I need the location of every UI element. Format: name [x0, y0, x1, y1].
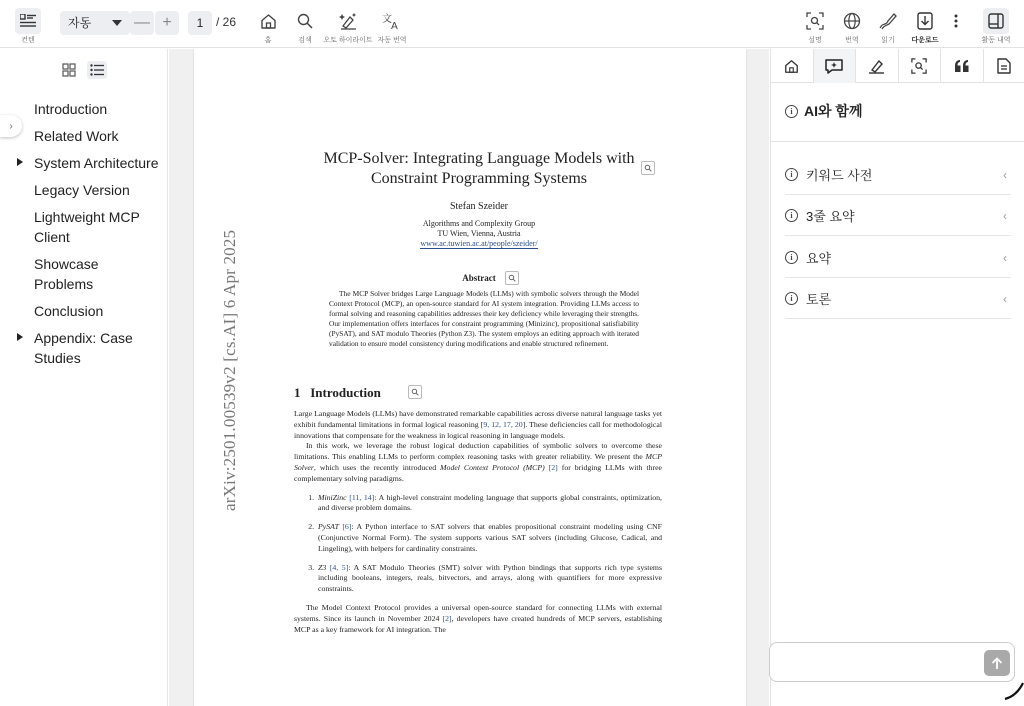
abstract-scan-button[interactable] — [505, 271, 519, 285]
translate-label: 번역 — [845, 37, 859, 44]
list-item: 3. Z3 [4, 5]: A SAT Modulo Theories (SMT) solver with Python bindings that supports rich type systems including booleans, integers, reals, bitvectors, and arrays, along with quantifiers for more expressive constraints. — [316, 563, 662, 595]
zoom-select[interactable] — [60, 11, 130, 35]
paper-title-line-1: MCP-Solver: Integrating Language Models with — [323, 150, 635, 167]
tab-quotes[interactable] — [941, 49, 984, 83]
citation-link[interactable]: [11, 14] — [349, 492, 375, 502]
toc-item-label: Legacy Version — [34, 182, 130, 198]
tab-explain[interactable] — [899, 49, 942, 83]
autotranslate-label: 자동 번역 — [377, 37, 407, 44]
autohighlight-button[interactable] — [322, 0, 374, 45]
list-item: 2. PySAT [6]: A Python interface to SAT solvers that enables propositional constraint modeling using CNF (Conjunctive Normal Form). The system supports various SAT solvers (including Glucose, Cadical, and Lingeling), with helpers for cardinality constraints. — [316, 522, 662, 554]
citation-link[interactable]: 9, 12, 17, 20 — [483, 419, 523, 429]
home-label: 홈 — [264, 37, 272, 44]
resize-handle-icon[interactable] — [1001, 677, 1024, 701]
panel-layout-icon — [983, 8, 1009, 34]
info-icon: i — [785, 168, 798, 181]
toc-item-label: System Architecture — [34, 155, 159, 171]
expand-triangle-icon[interactable] — [17, 158, 23, 166]
info-icon: i — [785, 105, 798, 118]
grid-icon — [62, 63, 76, 77]
paper-title — [314, 149, 644, 189]
toc-item[interactable] — [34, 301, 160, 321]
toc-item-label: Related Work — [34, 128, 119, 144]
scan-search-icon — [643, 163, 653, 173]
svg-text:文: 文 — [382, 14, 392, 25]
ai-feature-label: 키워드 사전 — [806, 167, 873, 183]
download-button[interactable] — [909, 0, 941, 45]
quote-icon — [954, 59, 970, 73]
sidebar-collapse-button[interactable] — [0, 115, 22, 137]
chevron-left-icon: ‹ — [1003, 209, 1007, 223]
tab-home[interactable] — [771, 49, 814, 83]
tab-ai-chat[interactable] — [814, 49, 857, 83]
divider — [771, 141, 1024, 142]
highlighter-sparkle-icon — [337, 10, 359, 32]
citation-link[interactable]: [4, 5] — [329, 562, 349, 572]
pdf-page — [194, 49, 746, 706]
toc-item[interactable] — [34, 254, 160, 294]
solver-list — [316, 493, 662, 595]
affiliation-group: Algorithms and Complexity Group — [422, 219, 536, 228]
globe-icon — [841, 10, 863, 32]
ai-feature-item[interactable] — [785, 237, 1011, 278]
citation-link[interactable]: [2] — [548, 462, 558, 472]
top-toolbar — [0, 0, 1024, 48]
citation-link[interactable]: [2] — [442, 613, 452, 623]
toc-item-label: Lightweight MCP Client — [34, 209, 140, 245]
more-options-button[interactable] — [947, 0, 965, 32]
zoom-value: 자동 — [68, 16, 92, 30]
info-icon: i — [785, 292, 798, 305]
chat-sparkle-icon — [825, 58, 843, 74]
pen-scribble-icon — [877, 10, 899, 32]
read-button[interactable] — [876, 0, 900, 45]
toc-item[interactable] — [34, 328, 160, 368]
home-button[interactable] — [256, 0, 280, 45]
send-button[interactable] — [984, 650, 1010, 676]
toc-toggle-button[interactable] — [14, 0, 42, 45]
toc-list-icon — [15, 8, 41, 34]
chevron-right-icon: › — [9, 120, 13, 132]
section-number: 1 — [294, 385, 301, 400]
arxiv-stamp: arXiv:2501.00539v2 [cs.AI] 6 Apr 2025 — [220, 229, 239, 511]
search-button[interactable] — [293, 0, 317, 45]
outline-view-button[interactable] — [87, 61, 107, 79]
more-vertical-icon — [945, 10, 967, 32]
toc-item[interactable] — [34, 153, 160, 173]
ai-feature-label: 요약 — [806, 250, 832, 266]
document-icon — [997, 58, 1011, 74]
download-icon — [914, 10, 936, 32]
toc-item-label: Introduction — [34, 101, 108, 117]
section-scan-button[interactable] — [408, 385, 422, 399]
toc-item[interactable] — [34, 99, 160, 119]
toc-sidebar — [0, 49, 168, 706]
affiliation-url-link[interactable]: www.ac.tuwien.ac.at/people/szeider/ — [420, 239, 538, 248]
scan-search-icon — [507, 273, 517, 283]
translate-icon — [381, 10, 403, 32]
page-total: / 26 — [216, 15, 237, 29]
toc-item-label: Conclusion — [34, 303, 104, 319]
ai-feature-label: 토론 — [806, 291, 832, 307]
chevron-down-icon — [112, 20, 122, 26]
explain-button[interactable] — [803, 0, 827, 45]
toc-item[interactable] — [34, 180, 160, 200]
ai-panel-title: AI와 함께 — [804, 103, 863, 119]
tab-notes[interactable] — [984, 49, 1024, 83]
translate-button[interactable] — [840, 0, 864, 45]
info-icon: i — [785, 251, 798, 264]
abstract-body: The MCP Solver bridges Large Language Models (LLMs) with symbolic solvers through the Model Context Protocol (MCP), an open-source standard for AI system integration. Providing LLMs access to formal solving and reasoning capabilities addresses their key deficiency while leveraging their strengths. Our implementation offers interfaces for constraint programming (Minizinc), propositional satisfiability (PySAT), and SAT modulo Theories (Python Z3). The system employs an editing approach with iterated validation to ensure model consistency during modifications and enable structured refinement. — [329, 289, 639, 348]
scan-search-icon — [911, 58, 927, 74]
ai-feature-label: 3줄 요약 — [806, 208, 855, 224]
highlighter-icon — [868, 59, 885, 74]
read-label: 읽기 — [881, 37, 895, 44]
toc-item[interactable] — [34, 207, 160, 247]
home-icon — [784, 59, 799, 74]
paper-body — [294, 409, 662, 635]
ai-feature-item[interactable] — [785, 278, 1011, 319]
affiliation-place: TU Wien, Vienna, Austria — [437, 229, 521, 238]
chevron-left-icon: ‹ — [1003, 292, 1007, 306]
autotranslate-button[interactable] — [374, 0, 410, 45]
ai-side-panel — [770, 49, 1024, 706]
tab-highlight[interactable] — [856, 49, 899, 83]
plus-icon: + — [162, 14, 172, 31]
paragraph-2: In this work, we leverage the robust logical deduction capabilities of symbolic solvers to overcome these limitations. This enabling LLMs to perform complex reasoning tasks with greater reliability. We present the MCP Solver, which uses the recently introduced Model Context Protocol (MCP) [2] for bridging LLMs with three complementary solving paradigms. — [294, 441, 662, 483]
chevron-left-icon: ‹ — [1003, 168, 1007, 182]
paragraph-3: The Model Context Protocol provides a universal open-source standard for connecting LLMs with external systems. Since its launch in November 2024 [2], developers have created hundreds of MCP servers, establishing MCP as a key framework for AI integration. The — [294, 602, 663, 634]
scan-search-icon — [804, 10, 826, 32]
info-icon: i — [785, 209, 798, 222]
panel-tabs — [771, 49, 1024, 83]
home-icon — [257, 10, 279, 32]
expand-triangle-icon[interactable] — [17, 333, 23, 341]
svg-text:A: A — [391, 21, 398, 30]
ai-feature-item[interactable] — [785, 154, 1011, 195]
page-number-input[interactable]: 1 — [188, 11, 212, 35]
document-viewport[interactable] — [169, 49, 769, 706]
toc-item[interactable] — [34, 126, 160, 146]
autohighlight-label: 오토 하이라이트 — [323, 37, 373, 44]
activity-label: 활동 내역 — [981, 37, 1011, 44]
zoom-out-button[interactable] — [130, 11, 154, 35]
zoom-in-button[interactable] — [155, 11, 179, 35]
paper-affiliation — [294, 219, 664, 249]
paper-author: Stefan Szeider — [449, 201, 509, 212]
ai-feature-item[interactable] — [785, 195, 1011, 236]
paragraph-1: Large Language Models (LLMs) have demonstrated remarkable capabilities across diverse natural language tasks yet exhibit fundamental limitations in formal logical reasoning [9, 12, 17, 20]. These deficiencies call for methodological innovations that compensate for the weakness in logical reasoning in language models. — [294, 409, 662, 440]
ai-panel-heading — [785, 101, 862, 121]
search-icon — [294, 10, 316, 32]
activity-button[interactable] — [982, 0, 1010, 45]
abstract-heading: Abstract — [462, 273, 496, 283]
list-icon — [90, 64, 104, 76]
section-heading — [294, 385, 381, 401]
list-item: 1. MiniZinc [11, 14]: A high-level constraint modeling language that supports global constraints, optimization, and diverse problem domains. — [316, 493, 662, 515]
section-title: Introduction — [310, 385, 381, 400]
citation-link[interactable]: [6] — [342, 522, 352, 532]
search-label: 검색 — [298, 37, 312, 44]
minus-icon: — — [134, 14, 150, 31]
arrow-up-icon — [991, 657, 1003, 670]
toc-item-label: Showcase Problems — [34, 256, 99, 292]
toc-list — [34, 99, 160, 375]
scan-search-icon — [410, 387, 420, 397]
thumbnail-view-button[interactable] — [59, 61, 79, 79]
explain-label: 설명 — [808, 37, 822, 44]
chat-input-box[interactable] — [769, 642, 1015, 682]
chevron-left-icon: ‹ — [1003, 251, 1007, 265]
title-scan-button[interactable] — [641, 161, 655, 175]
download-label: 다운로드 — [911, 37, 939, 44]
paper-title-line-2: Constraint Programming Systems — [371, 170, 587, 187]
toc-toggle-label: 컨텐 — [21, 37, 35, 44]
toc-item-label: Appendix: Case Studies — [34, 330, 133, 366]
